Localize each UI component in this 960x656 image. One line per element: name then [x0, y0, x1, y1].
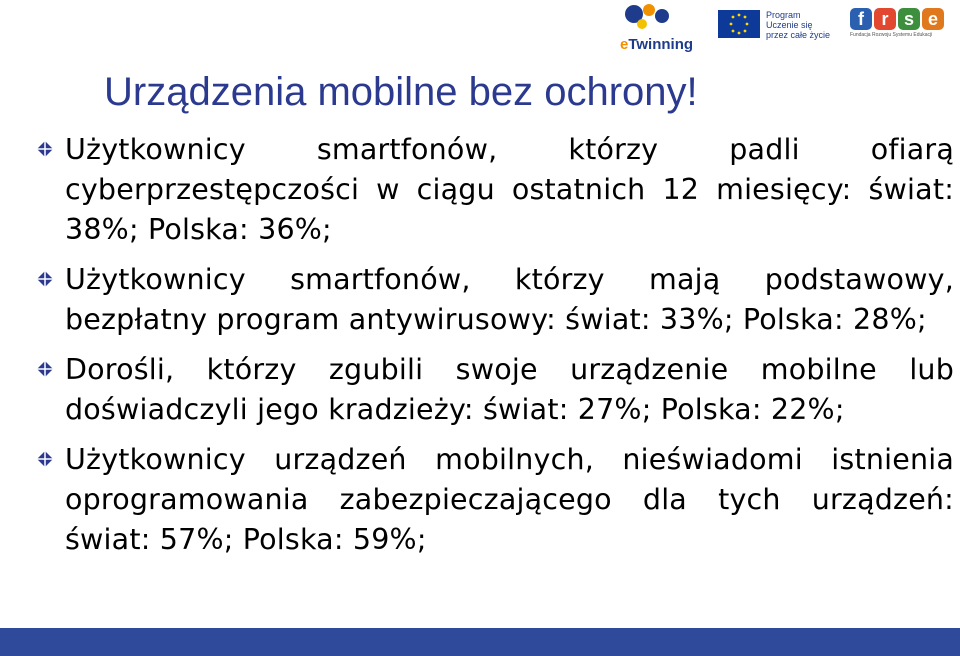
bullet-item: [36, 350, 954, 430]
diamond-bullet-icon: [36, 270, 54, 288]
frse-caption: Fundacja Rozwoju Systemu Edukacji: [850, 32, 933, 38]
bullet-list: [36, 130, 954, 570]
diamond-bullet-icon: [36, 450, 54, 468]
diamond-bullet-icon: [36, 360, 54, 378]
bullet-item: [36, 130, 954, 250]
frse-logo: [850, 8, 950, 44]
eu-program-logo: [718, 10, 838, 40]
frse-letter-f: f: [850, 8, 872, 30]
etwinning-text: eTwinning: [620, 36, 694, 53]
frse-letter-e: e: [922, 8, 944, 30]
bullet-item: [36, 260, 954, 340]
eu-program-text: Program Uczenie się przez całe życie: [766, 10, 831, 40]
footer-bar: [0, 628, 960, 656]
bullet-item: [36, 440, 954, 560]
frse-letter-r: r: [874, 8, 896, 30]
bullet-text: Użytkownicy urządzeń mobilnych, nieświadomi istnienia oprogramowania zabezpieczającego dla tych urządzeń: świat: 57%; Polska: 59%;: [65, 443, 954, 556]
etwinning-logo: [608, 2, 696, 54]
slide-title: Urządzenia mobilne bez ochrony!: [104, 70, 698, 114]
eu-flag-icon: [718, 10, 760, 38]
bullet-text: Użytkownicy smartfonów, którzy mają podstawowy, bezpłatny program antywirusowy: świat: 33%; Polska: 28%;: [65, 263, 954, 336]
bullet-text: Użytkownicy smartfonów, którzy padli ofiarą cyberprzestępczości w ciągu ostatnich 12 miesięcy: świat: 38%; Polska: 36%;: [65, 133, 954, 246]
diamond-bullet-icon: [36, 140, 54, 158]
header-logos: [600, 0, 960, 60]
bullet-text: Dorośli, którzy zgubili swoje urządzenie mobilne lub doświadczyli jego kradzieży: świat: 27%; Polska: 22%;: [65, 353, 954, 426]
frse-letter-s: s: [898, 8, 920, 30]
star-icon: [608, 2, 696, 36]
